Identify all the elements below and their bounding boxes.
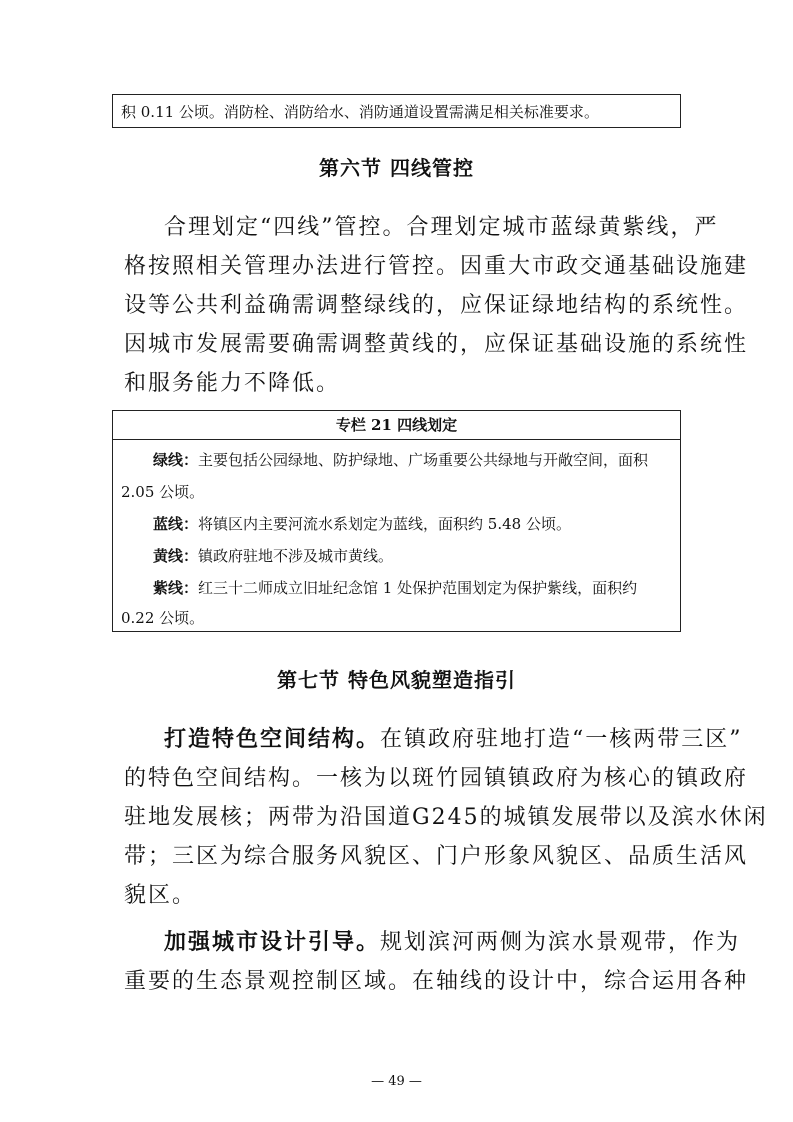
section6-line-4: 因城市发展需要确需调整黄线的，应保证基础设施的系统性 [124,332,749,357]
section7-p2-line-1 [164,925,740,956]
purple-line-row [153,577,637,598]
section6-heading: 第六节 四线管控 [319,156,474,180]
section7-p1-line-1 [164,722,743,753]
purple-line-continuation: 0.22 公顷。 [121,609,205,627]
yellow-line-label: 黄线： [153,547,199,565]
blue-line-text: 将镇区内主要河流水系划定为蓝线，面积约 5.48 公顷。 [198,515,571,533]
green-line-text: 主要包括公园绿地、防护绿地、广场重要公共绿地与开敞空间，面积 [198,451,649,469]
green-line-continuation: 2.05 公顷。 [121,483,205,501]
section7-p1-line-2: 的特色空间结构。一核为以斑竹园镇镇政府为核心的镇政府 [124,766,749,791]
section7-p2-lead: 加强城市设计引导。 [164,929,381,955]
purple-line-label: 紫线： [153,579,199,597]
purple-line-text: 红三十二师成立旧址纪念馆 1 处保护范围划定为保护紫线，面积约 [198,579,638,597]
column-box-title: 专栏 21 四线划定 [113,411,680,440]
section7-heading: 第七节 特色风貌塑造指引 [277,668,516,692]
continuation-box [112,94,681,128]
green-line-label: 绿线： [153,451,199,469]
section7-p1-line-4: 带；三区为综合服务风貌区、门户形象风貌区、品质生活风 [124,844,749,869]
column-box-21 [112,410,681,632]
section7-p2-first: 规划滨河两侧为滨水景观带，作为 [380,930,741,955]
continuation-text: 积 0.11 公顷。消防栓、消防给水、消防通道设置需满足相关标准要求。 [121,103,599,121]
section7-p1-first: 在镇政府驻地打造“一核两带三区” [380,727,743,752]
yellow-line-text: 镇政府驻地不涉及城市黄线。 [198,547,394,565]
green-line-row [153,449,648,470]
section7-p1-line-3: 驻地发展核；两带为沿国道G245的城镇发展带以及滨水休闲 [124,805,768,830]
blue-line-row [153,513,571,534]
section6-line-5: 和服务能力不降低。 [124,371,341,396]
section6-line-2: 格按照相关管理办法进行管控。因重大市政交通基础设施建 [124,254,749,279]
page-number: — 49 — [371,1074,422,1089]
section6-line-3: 设等公共利益确需调整绿线的，应保证绿地结构的系统性。 [124,293,749,318]
section7-p2-line-2: 重要的生态景观控制区域。在轴线的设计中，综合运用各种 [124,969,749,994]
section6-line-1: 合理划定“四线”管控。合理划定城市蓝绿黄紫线，严 [164,215,719,240]
section7-p1-lead: 打造特色空间结构。 [164,726,381,752]
yellow-line-row [153,545,393,566]
blue-line-label: 蓝线： [153,515,199,533]
section7-p1-line-5: 貌区。 [124,883,197,908]
